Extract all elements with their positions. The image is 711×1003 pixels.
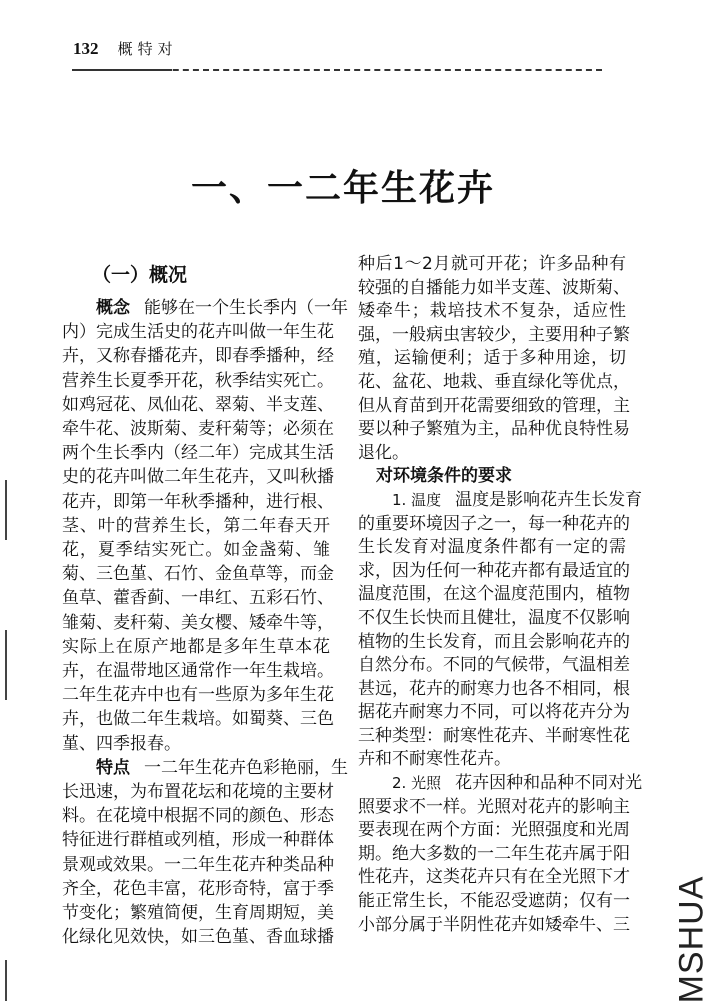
line-text: 能正常生长，不能忍受遮荫；仅有一 xyxy=(358,891,630,912)
paragraph-line xyxy=(358,607,630,631)
paragraph-line xyxy=(62,901,334,925)
paragraph-line xyxy=(358,442,626,466)
line-text: 退化。 xyxy=(358,442,409,463)
subheading: 对环境条件的要求 xyxy=(376,466,512,487)
line-text: 牵牛花、波斯菊、麦秆菊等；必须在 xyxy=(62,419,334,440)
paragraph-line xyxy=(358,347,626,371)
line-text: 据花卉耐寒力不同，可以将花卉分为 xyxy=(358,702,630,723)
line-text: 卉，在温带地区通常作一年生栽培。 xyxy=(62,661,334,682)
paragraph-lead: 1. 温度 xyxy=(392,490,442,509)
paragraph-line xyxy=(358,654,630,678)
line-text: 花，夏季结实死亡。如金盏菊、雏 xyxy=(62,540,330,561)
scan-edge-mark xyxy=(5,480,7,540)
line-text: 能够在一个生长季内（一年 xyxy=(144,298,348,318)
paragraph-line xyxy=(62,490,334,514)
paragraph-lead: 概念 xyxy=(96,298,130,318)
line-text: 一二年生花卉色彩艳丽，生 xyxy=(144,757,348,778)
paragraph-line xyxy=(358,701,630,725)
left-column xyxy=(62,296,348,949)
paragraph-line xyxy=(358,324,630,348)
line-text: 实际上在原产地都是多年生草本花 xyxy=(62,636,330,657)
line-text: 温度范围，在这个温度范围内，植物 xyxy=(358,584,630,605)
line-text: 史的花卉叫做二年生花卉，又叫秋播 xyxy=(62,467,334,488)
paragraph-line xyxy=(358,253,626,277)
paragraph-lead: 2. 光照 xyxy=(392,774,442,793)
line-text: 小部分属于半阴性花卉如矮牵牛、三 xyxy=(358,914,630,935)
line-text: 料。在花境中根据不同的颜色、形态 xyxy=(62,806,334,827)
paragraph-line xyxy=(62,804,334,828)
line-text: 花卉，即第一年秋季播种，进行根、 xyxy=(62,491,334,512)
line-text: 齐全，花色丰富，花形奇特，富于季 xyxy=(62,878,334,899)
line-text: 长迅速，为布置花坛和花境的主要材 xyxy=(62,782,334,803)
line-text: 茎、叶的营养生长，第二年春天开 xyxy=(62,515,330,536)
paragraph-line xyxy=(358,418,630,442)
paragraph-line xyxy=(358,371,630,395)
paragraph-line xyxy=(62,756,348,780)
paragraph-line xyxy=(358,748,626,772)
scan-edge-mark xyxy=(5,630,7,700)
line-text: 鱼草、藿香蓟、一串红、五彩石竹、 xyxy=(62,588,334,609)
line-text: 性花卉，这类花卉只有在全光照下才 xyxy=(358,867,630,888)
paragraph-line xyxy=(358,631,630,655)
line-text: 特征进行群植或列植，形成一种群体 xyxy=(62,830,334,851)
line-text: 生长发育对温度条件都有一定的需 xyxy=(358,537,626,558)
paragraph-line xyxy=(358,890,630,914)
line-text: 营养生长夏季开花，秋季结实死亡。 xyxy=(62,370,334,391)
line-text: 二年生花卉中也有一些原为多年生花 xyxy=(62,685,334,706)
paragraph-line xyxy=(358,725,630,749)
header-rule-solid xyxy=(72,69,172,71)
paragraph-line xyxy=(62,344,334,368)
line-text: 卉和不耐寒性花卉。 xyxy=(358,749,511,770)
paragraph-line xyxy=(358,395,630,419)
paragraph-line xyxy=(62,853,334,877)
line-text: 花、盆花、地栽、垂直绿化等优点， xyxy=(358,371,630,392)
page-number: 132 xyxy=(73,39,99,58)
line-text: 菊、三色堇、石竹、金鱼草等，而金 xyxy=(62,564,334,585)
scan-edge-mark xyxy=(5,960,7,1001)
paragraph-line xyxy=(62,296,348,320)
line-text: 不仅生长快而且健壮，温度不仅影响 xyxy=(358,607,630,628)
line-text: 植物的生长发育，而且会影响花卉的 xyxy=(358,631,630,652)
line-text: 如鸡冠花、凤仙花、翠菊、半支莲、 xyxy=(62,394,334,415)
watermark: MSHUA xyxy=(672,875,711,1003)
line-text: 卉，又称春播花卉，即春季播种，经 xyxy=(62,346,334,367)
paragraph-line xyxy=(358,560,630,584)
line-text: 较强的自播能力如半支莲、波斯菊、 xyxy=(358,277,630,298)
chapter-title: 一、一二年生花卉 xyxy=(190,168,495,209)
paragraph-line xyxy=(62,465,334,489)
line-text: 花卉因种和品种不同对光 xyxy=(455,773,643,794)
line-text: 要以种子繁殖为主，品种优良特性易 xyxy=(358,419,630,440)
line-text: 强，一般病虫害较少，主要用种子繁 xyxy=(358,324,630,345)
line-text: 温度是影响花卉生长发育 xyxy=(455,489,643,510)
line-text: 的重要环境因子之一，每一种花卉的 xyxy=(358,513,630,534)
paragraph-line xyxy=(358,914,630,938)
paragraph-line xyxy=(62,417,334,441)
paragraph-line xyxy=(358,866,630,890)
line-text: 堇、四季报春。 xyxy=(62,733,181,754)
section-heading: （一）概况 xyxy=(92,264,188,286)
line-text: 照要求不一样。光照对花卉的影响主 xyxy=(358,796,630,817)
line-text: 三种类型：耐寒性花卉、半耐寒性花 xyxy=(358,725,630,746)
paragraph-line xyxy=(62,780,334,804)
right-column xyxy=(358,253,643,937)
paragraph-line xyxy=(62,877,334,901)
paragraph-line xyxy=(62,659,334,683)
paragraph-line xyxy=(358,796,630,820)
paragraph-line xyxy=(358,678,630,702)
paragraph-line xyxy=(358,513,630,537)
paragraph-line xyxy=(62,369,334,393)
line-text: 种后1～2月就可开花；许多品种有 xyxy=(358,254,626,274)
running-title: 概特对 xyxy=(117,40,178,58)
paragraph-line xyxy=(358,583,630,607)
paragraph-line xyxy=(358,819,630,843)
paragraph-lead: 特点 xyxy=(96,757,130,778)
line-text: 景观或效果。一二年生花卉种类品种 xyxy=(62,854,334,875)
paragraph-line xyxy=(62,538,330,562)
line-text: 但从育苗到开花需要细致的管理，主 xyxy=(358,395,630,416)
paragraph-line xyxy=(358,536,626,560)
line-text: 甚远，花卉的耐寒力也各不相同，根 xyxy=(358,678,630,699)
paragraph-line xyxy=(62,562,334,586)
running-header xyxy=(73,38,178,59)
paragraph-line xyxy=(62,828,334,852)
paragraph-line xyxy=(62,707,334,731)
line-text: 两个生长季内（经二年）完成其生活 xyxy=(62,443,334,464)
paragraph-line xyxy=(62,635,330,659)
paragraph-line xyxy=(62,320,334,344)
paragraph-line xyxy=(62,586,334,610)
line-text: 要表现在两个方面：光照强度和光周 xyxy=(358,820,630,841)
line-text: 期。绝大多数的一二年生花卉属于阳 xyxy=(358,843,630,864)
line-text: 殖，运输便利；适于多种用途，切 xyxy=(358,348,626,369)
paragraph-line xyxy=(62,683,334,707)
paragraph-line xyxy=(62,611,334,635)
line-text: 化绿化见效快，如三色堇、香血球播 xyxy=(62,927,334,948)
line-text: 内）完成生活史的花卉叫做一年生花 xyxy=(62,322,334,343)
line-text: 卉，也做二年生栽培。如蜀葵、三色 xyxy=(62,709,334,730)
paragraph-line xyxy=(62,441,334,465)
paragraph-line xyxy=(358,772,643,796)
line-text: 矮牵牛；栽培技术不复杂，适应性 xyxy=(358,301,626,322)
line-text: 自然分布。不同的气候带，气温相差 xyxy=(358,655,630,676)
line-text: 雏菊、麦秆菊、美女樱、矮牵牛等， xyxy=(62,612,334,633)
paragraph-line xyxy=(358,843,630,867)
line-text: 求，因为任何一种花卉都有最适宜的 xyxy=(358,560,630,581)
paragraph-line xyxy=(62,393,334,417)
paragraph-line xyxy=(358,300,626,324)
paragraph-line xyxy=(62,732,330,756)
paragraph-line xyxy=(62,925,334,949)
paragraph-line xyxy=(358,277,630,301)
paragraph-line xyxy=(358,489,643,513)
line-text: 节变化；繁殖简便，生育周期短，美 xyxy=(62,903,334,924)
paragraph-line xyxy=(62,514,330,538)
